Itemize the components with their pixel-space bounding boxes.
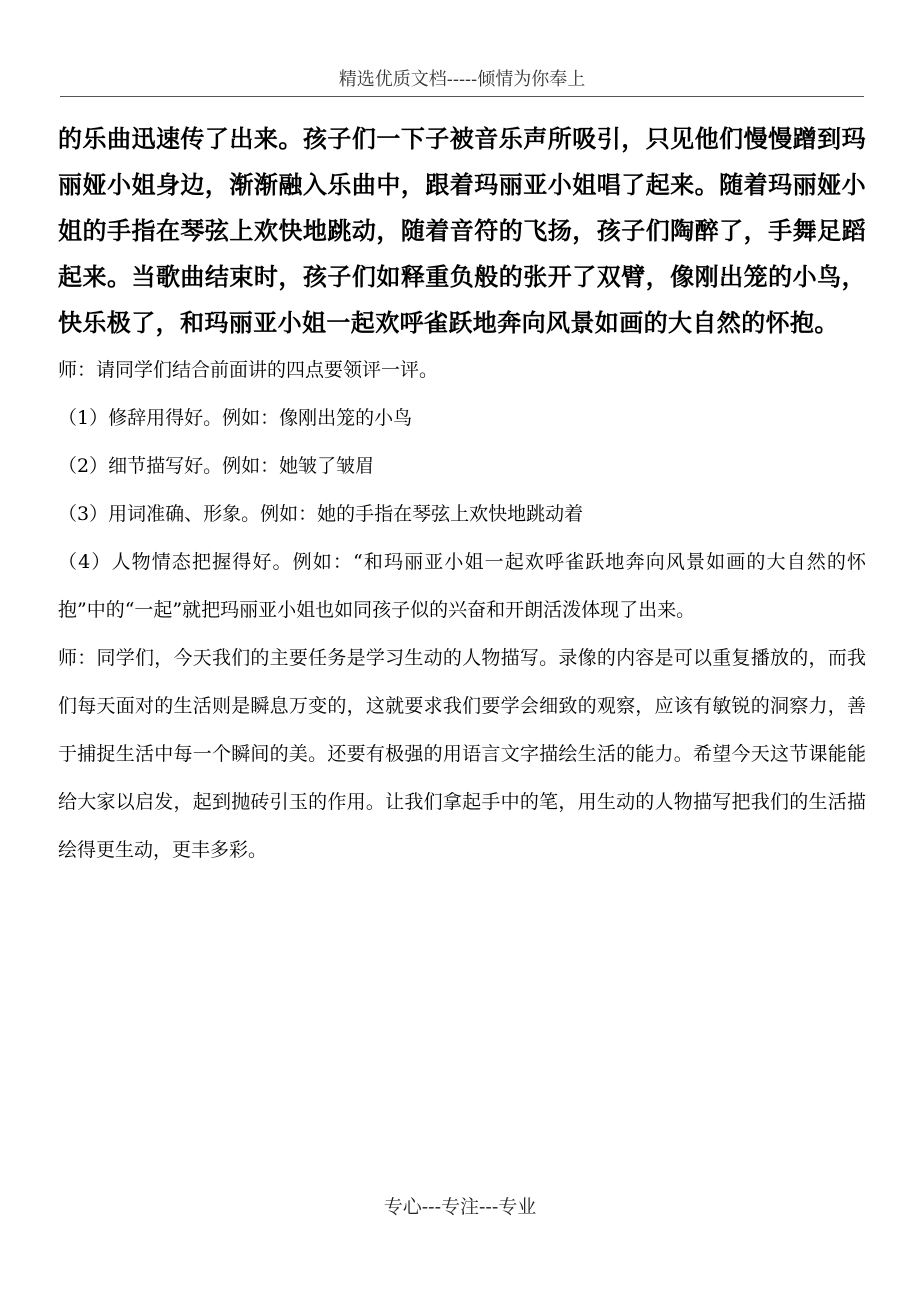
page-header: 精选优质文档-----倾情为你奉上 xyxy=(60,64,864,97)
document-body xyxy=(58,116,866,874)
teacher-prompt: 师：请同学们结合前面讲的四点要领评一评。 xyxy=(58,359,439,381)
story-paragraph: 的乐曲迅速传了出来。孩子们一下子被音乐声所吸引，只见他们慢慢蹭到玛丽娅小姐身边，渐渐融入乐曲中，跟着玛丽亚小姐唱了起来。随着玛丽娅小姐的手指在琴弦上欢快地跳动，随着音符的飞扬，孩子们陶醉了，手舞足蹈起来。当歌曲结束时，孩子们如释重负般的张开了双臂，像刚出笼的小鸟，快乐极了，和玛丽亚小姐一起欢呼雀跃地奔向风景如画的大自然的怀抱。 xyxy=(58,124,866,337)
point-item-4: （4）人物情态把握得好。例如：“和玛丽亚小姐一起欢呼雀跃地奔向风景如画的大自然的怀抱”中的“一起”就把玛丽亚小姐也如同孩子似的兴奋和开朗活泼体现了出来。 xyxy=(58,551,866,621)
point-item-3: （3）用词准确、形象。例如：她的手指在琴弦上欢快地跳动着 xyxy=(58,503,584,525)
point-item-2: （2）细节描写好。例如：她皱了皱眉 xyxy=(58,455,375,477)
teacher-summary: 师：同学们，今天我们的主要任务是学习生动的人物描写。录像的内容是可以重复播放的，而我们每天面对的生活则是瞬息万变的，这就要求我们要学会细致的观察，应该有敏锐的洞察力，善于捕捉生活中每一个瞬间的美。还要有极强的用语言文字描绘生活的能力。希望今天这节课能能给大家以启发，起到抛砖引玉的作用。让我们拿起手中的笔，用生动的人物描写把我们的生活描绘得更生动，更丰多彩。 xyxy=(58,647,866,861)
page-footer: 专心---专注---专业 xyxy=(383,1196,537,1218)
point-item-1: （1）修辞用得好。例如：像刚出笼的小鸟 xyxy=(58,407,413,429)
